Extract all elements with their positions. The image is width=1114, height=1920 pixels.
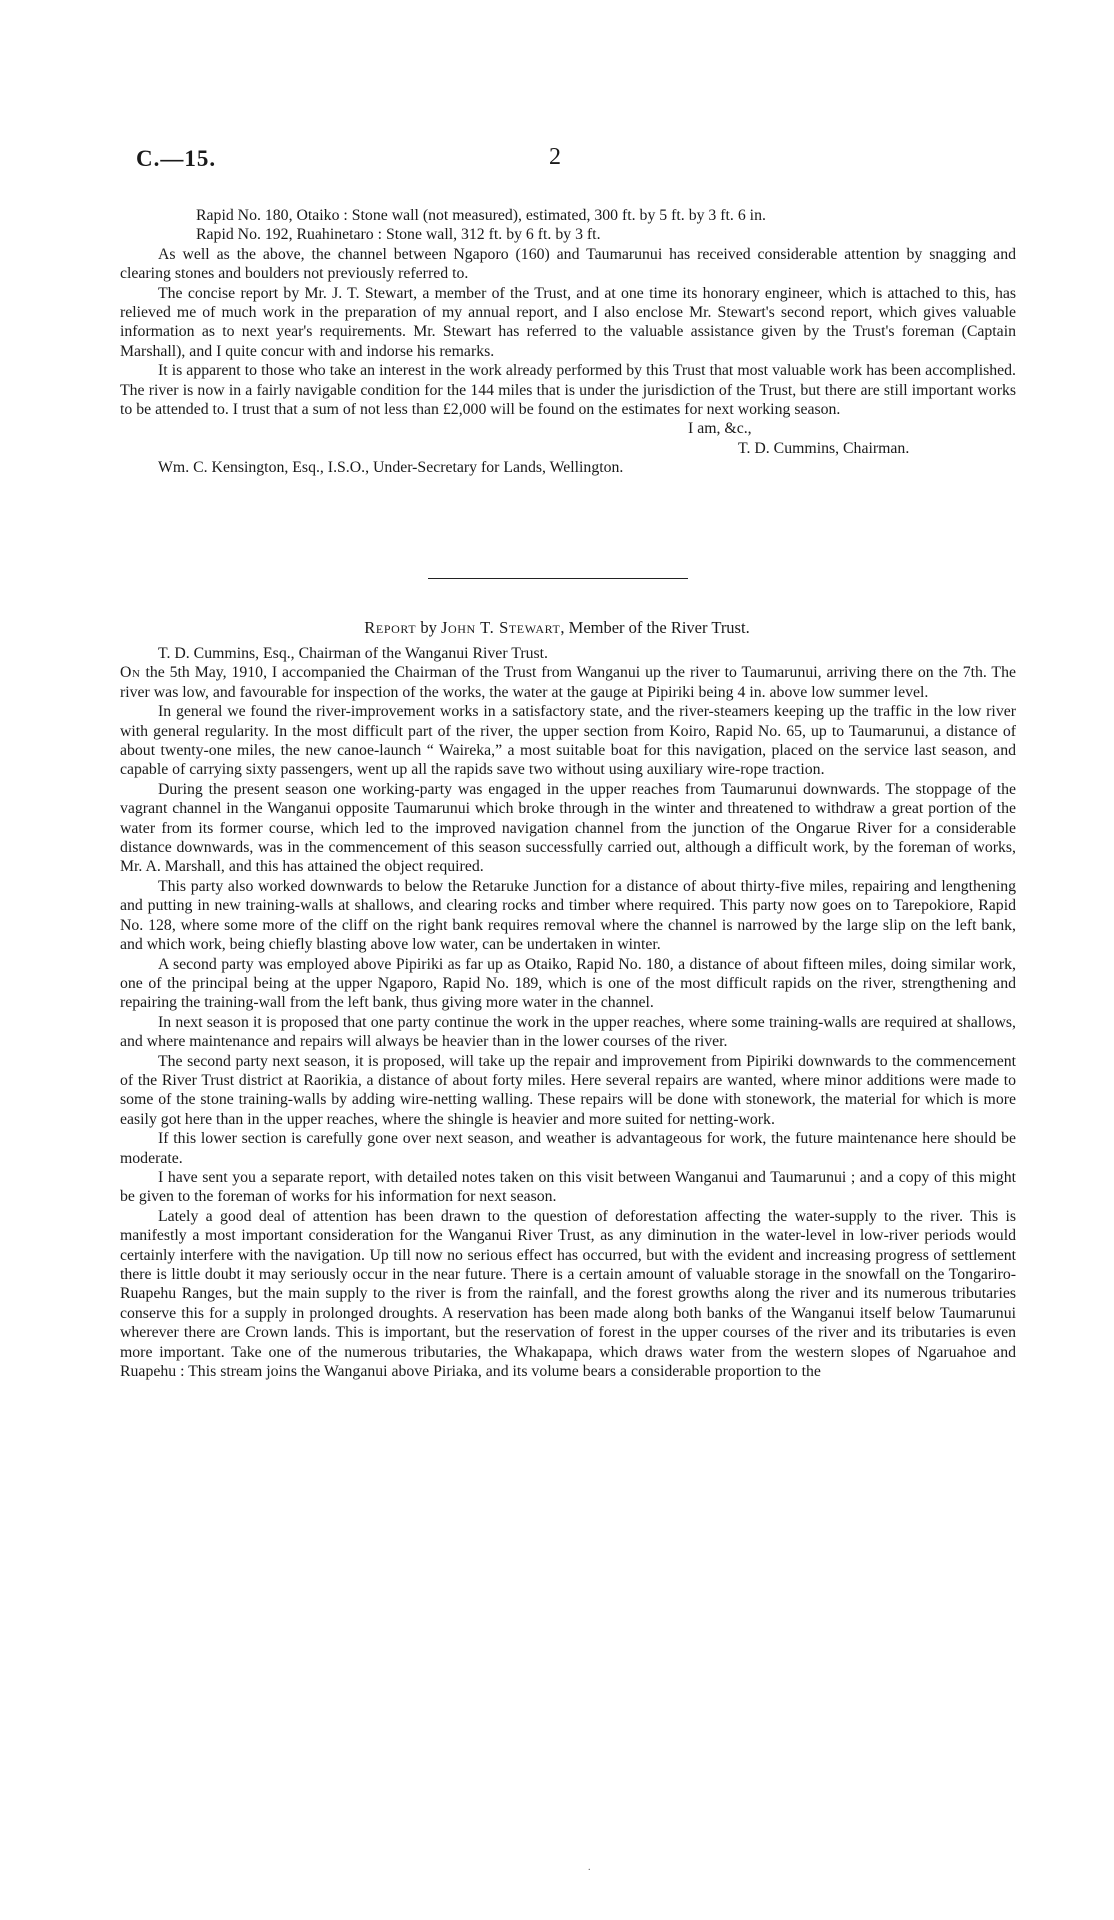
letter-paragraph: As well as the above, the channel between Ngaporo (160) and Taumarunui has received considerable attention by snagging and clearing stones and boulders not previously referred to.	[120, 245, 1016, 283]
section-divider	[428, 578, 688, 579]
report-paragraph: In next season it is proposed that one party continue the work in the upper reaches, where some training-walls are required at shallows, and where maintenance and repairs will always be heavier than in the lower courses of the river.	[120, 1013, 1016, 1051]
report-opening-paragraph	[120, 663, 1016, 702]
report-paragraph: A second party was employed above Pipiriki as far up as Otaiko, Rapid No. 180, a distance of about fifteen miles, doing similar work, one of the principal being at the upper Ngaporo, Rapid No. 189, which is one of the most difficult rapids on the river, strengthening and repairing the training-wall from the left bank, thus giving more water in the channel.	[120, 955, 1016, 1012]
report-author: John T. Stewart	[440, 618, 561, 637]
report-paragraph: If this lower section is carefully gone over next season, and weather is advantageous for work, the future maintenance here should be moderate.	[120, 1130, 1016, 1167]
report-paragraph: Lately a good deal of attention has been drawn to the question of deforestation affecting the water-supply to the river. This is manifestly a most important consideration for the Wanganui River Trust, as any diminution in the water-level in low-river periods would certainly interfere with the navigation. Up till now no serious effect has occurred, but with the evident and increasing progress of settlement there is little doubt it may seriously occur in the near future. There is a certain amount of valuable storage in the snowfall on the Tongariro-Ruapehu Ranges, but the main supply to the river is from the rainfall, and the forest growths along the river and its numerous tributaries conserve this for a supply in prolonged droughts. A reservation has been made along both banks of the Wanganui itself below Taumarunui wherever there are Crown lands. This is important, but the reservation of forest in the upper courses of the river and its tributaries is even more important. Take one of the numerous tributaries, the Whakapapa, which draws water from the western slopes of Ngaruahoe and Ruapehu : This stream joins the Wanganui above Piriaka, and its volume bears a considerable proportion to the	[120, 1207, 1016, 1381]
report-title-by: by	[420, 618, 437, 637]
letter-body	[120, 206, 1016, 478]
report-paragraph: The second party next season, it is proposed, will take up the repair and improvement from Pipiriki downwards to the commencement of the River Trust district at Raorikia, a distance of about forty miles. Here several repairs are wanted, where minor additions were made to some of the stone training-walls by adding wire-netting walling. These repairs will be done with stonework, the material for which is more easily got here than in the upper reaches, where the shingle is heavier and more suited for netting-work.	[120, 1052, 1016, 1128]
report-paragraph: During the present season one working-party was engaged in the upper reaches from Taumarunui downwards. The stoppage of the vagrant channel in the Wanganui opposite Taumarunui which broke through in the winter and threatened to withdraw a great portion of the water from its former course, which led to the improved navigation channel from the junction of the Ongarue River for a considerable distance downwards, was in the commencement of this season successfully carried out, although a difficult work, by the foreman of works, Mr. A. Marshall, and this has attained the object required.	[120, 780, 1016, 876]
signature-name: T. D. Cummins, Chairman.	[738, 439, 910, 457]
report-body	[120, 644, 1016, 1381]
report-paragraph: This party also worked downwards to below the Retaruke Junction for a distance of about thirty-five miles, repairing and lengthening and putting in new training-walls at shallows, and clearing rocks and timber where required. This party now goes on to Tarepokiore, Rapid No. 128, where some more of the cliff on the right bank requires removal where the channel is narrowed by the large slip on the left bank, and which work, being chiefly blasting above low water, can be undertaken in winter.	[120, 877, 1016, 954]
opening-text: the 5th May, 1910, I accompanied the Chairman of the Trust from Wanganui up the river to Taumarunui, arriving there on the 7th. The river was low, and favourable for inspection of the works, the water at the gauge at Pipiriki being 4 in. above low summer level.	[120, 664, 1016, 701]
rapid-line: Rapid No. 192, Ruahinetaro : Stone wall, 312 ft. by 6 ft. by 3 ft.	[196, 226, 601, 244]
rapid-line: Rapid No. 180, Otaiko : Stone wall (not measured), estimated, 300 ft. by 5 ft. by 3 ft. 6 in.	[196, 207, 766, 224]
report-title-rest: , Member of the River Trust.	[560, 618, 750, 637]
opening-word: On	[120, 664, 141, 682]
closing-salutation: I am, &c.,	[688, 420, 752, 438]
report-title	[0, 618, 1114, 638]
letter-paragraph: The concise report by Mr. J. T. Stewart, a member of the Trust, and at one time its honorary engineer, which is attached to this, has relieved me of much work in the preparation of my annual report, and I also enclose Mr. Stewart's second report, which gives valuable information as to next year's requirements. Mr. Stewart has referred to the valuable assistance given by the Trust's foreman (Captain Marshall), and I quite concur with and indorse his remarks.	[120, 284, 1016, 360]
document-reference: C.—15.	[136, 146, 217, 171]
addressee: Wm. C. Kensington, Esq., I.S.O., Under-Secretary for Lands, Wellington.	[158, 459, 624, 477]
footer-mark: .	[588, 1862, 591, 1873]
report-paragraph: In general we found the river-improvement works in a satisfactory state, and the river-steamers keeping up the traffic in the low river with general regularity. In the most difficult part of the river, the upper section from Koiro, Rapid No. 65, up to Taumarunui, a distance of about twenty-one miles, the new canoe-launch “ Waireka,” a most suitable boat for this navigation, placed on the service last season, and capable of carrying sixty passengers, went up all the rapids save two without using auxiliary wire-rope traction.	[120, 703, 1016, 779]
page-number: 2	[549, 144, 561, 170]
letter-paragraph: It is apparent to those who take an interest in the work already performed by this Trust that most valuable work has been accomplished. The river is now in a fairly navigable condition for the 144 miles that is under the jurisdiction of the Trust, but there are still important works to be attended to. I trust that a sum of not less than £2,000 will be found on the estimates for next working season.	[120, 362, 1016, 419]
report-title-word: Report	[364, 618, 417, 637]
report-salutation: T. D. Cummins, Esq., Chairman of the Wanganui River Trust.	[158, 645, 548, 662]
report-paragraph: I have sent you a separate report, with detailed notes taken on this visit between Wanganui and Taumarunui ; and a copy of this might be given to the foreman of works for his information for next season.	[120, 1168, 1016, 1206]
